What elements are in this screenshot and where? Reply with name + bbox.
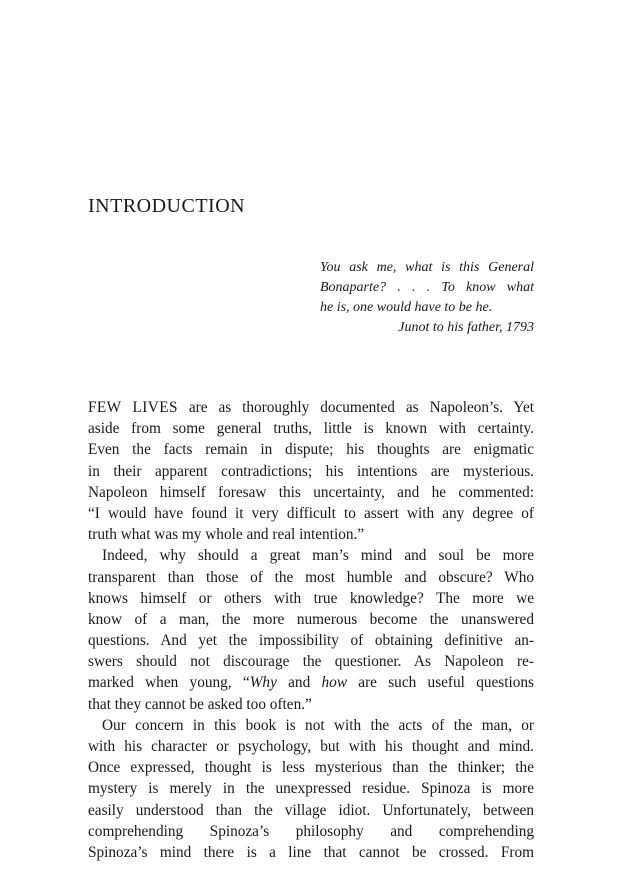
text-line: Napoleon himself foresaw this uncertainty, and he commented: xyxy=(88,483,534,501)
epigraph-line: You ask me, what is this General xyxy=(320,260,534,275)
text-line: transparent than those of the most humble and obscure? Who xyxy=(88,568,534,586)
text-line: that they cannot be asked too often.” xyxy=(88,695,312,713)
text-line xyxy=(88,672,534,693)
text-line: with his character or psychology, but with his thought and mind. xyxy=(88,738,534,755)
text-line xyxy=(88,397,534,418)
text-line: easily understood than the village idiot. Unfortunately, between xyxy=(88,801,534,819)
text-fragment: are such useful questions xyxy=(347,674,534,692)
text-line: comprehending Spinoza’s philosophy and comprehending xyxy=(88,822,534,840)
text-line: aside from some general truths, little is known with certainty. xyxy=(88,420,534,438)
text-line: mystery is merely in the unexpressed residue. Spinoza is more xyxy=(88,780,534,798)
text-fragment-italic: how xyxy=(321,674,348,692)
text-line: Once expressed, thought is less mysterious than the thinker; the xyxy=(88,759,534,777)
epigraph-line: he is, one would have to be he. xyxy=(320,300,493,315)
text-line: in their apparent contradictions; his intentions are mysterious. xyxy=(88,462,534,480)
text-line: Our concern in this book is not with the acts of the man, or xyxy=(102,716,534,734)
epigraph-attribution: Junot to his father, 1793 xyxy=(398,320,534,335)
text-fragment: marked when young, “ xyxy=(88,674,250,692)
text-line: know of a man, the more numerous become the unanswered xyxy=(88,610,534,628)
epigraph xyxy=(320,258,534,338)
lead-in: FEW LIVES xyxy=(88,399,178,416)
body-text xyxy=(88,397,534,863)
text-line: swers should not discourage the questioner. As Napoleon re- xyxy=(88,653,534,671)
text-fragment: are as thoroughly documented as Napoleon’s. Yet xyxy=(177,399,534,416)
text-line: Indeed, why should a great man’s mind and soul be more xyxy=(102,547,534,565)
text-line: truth what was my whole and real intention.” xyxy=(88,526,365,544)
text-line: Spinoza’s mind there is a line that cannot be crossed. From xyxy=(88,843,534,861)
text-line: “I would have found it very difficult to assert with any degree of xyxy=(88,504,534,522)
text-fragment-italic: Why xyxy=(249,674,277,692)
text-line: knows himself or others with true knowledge? The more we xyxy=(88,589,534,607)
text-fragment: and xyxy=(276,674,322,692)
text-line: questions. And yet the impossibility of obtaining definitive an- xyxy=(88,632,534,650)
epigraph-line: Bonaparte? . . . To know what xyxy=(320,280,534,295)
text-line: Even the facts remain in dispute; his thoughts are enigmatic xyxy=(88,441,534,459)
chapter-title: INTRODUCTION xyxy=(88,195,246,217)
